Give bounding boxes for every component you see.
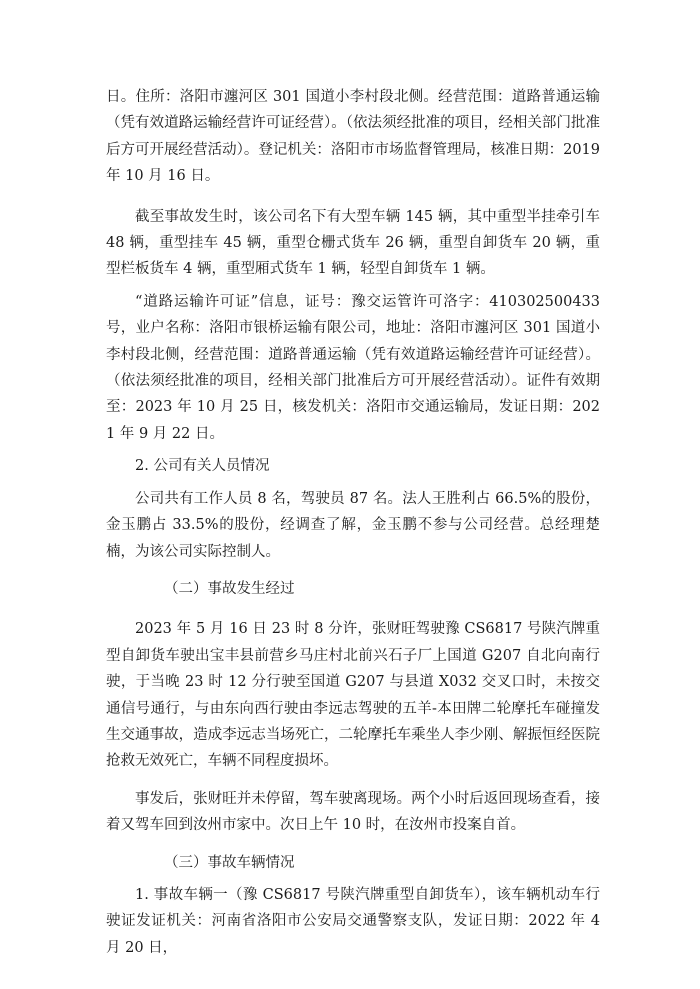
heading-company-personnel: 2. 公司有关人员情况 bbox=[135, 458, 270, 475]
paragraph-personnel: 公司共有工作人员 8 名，驾驶员 87 名。法人王胜利占 66.5%的股份，金玉鹏占 33.5%的股份，经调查了解，金玉鹏不参与公司经营。总经理楚楠，为该公司实际控制人。 bbox=[106, 490, 600, 560]
paragraph-accident-process: 2023 年 5 月 16 日 23 时 8 分许，张财旺驾驶豫 CS6817 号陕汽牌重型自卸货车驶出宝丰县前营乡马庄村北前兴石子厂上国道 G207 自北向南行驶，于当晚 23 时 12 分行驶至国道 G207 与县道 X032 交叉口时，未按交通信号通行，与由东向西行驶由李远志驾驶的五羊-本田牌二轮摩托车碰撞发生交通事故，造成李远志当场死亡，二轮摩托车乘坐人李少刚、解振恒经医院抢救无效死亡，车辆不同程度损坏。 bbox=[106, 621, 600, 770]
paragraph-transport-permit: “道路运输许可证”信息，证号：豫交运管许可洛字：410302500433 号，业户名称：洛阳市银桥运输有限公司，地址：洛阳市瀍河区 301 国道小李村段北侧，经营范围：道路普通运输（凭有效道路运输经营许可证经营）。（依法须经批准的项目，经相关部门批准后方可开展经营活动）。证件有效期至：2023 年 10 月 25 日，核发机关：洛阳市交通运输局，发证日期：2021 年 9 月 22 日。 bbox=[106, 293, 600, 442]
paragraph-vehicle-count: 截至事故发生时，该公司名下有大型车辆 145 辆，其中重型半挂牵引车 48 辆，重型挂车 45 辆，重型仓栅式货车 26 辆，重型自卸货车 20 辆，重型栏板货车 4 辆，重型厢式货车 1 辆，轻型自卸货车 1 辆。 bbox=[106, 208, 600, 278]
heading-accident-vehicles: （三）事故车辆情况 bbox=[164, 854, 295, 871]
heading-accident-process: （二）事故发生经过 bbox=[164, 580, 295, 597]
paragraph-registration-continued: 日。住所：洛阳市瀍河区 301 国道小李村段北侧。经营范围：道路普通运输（凭有效道路运输经营许可证经营）。（依法须经批准的项目，经相关部门批准后方可开展经营活动）。登记机关：洛阳市市场监督管理局，核准日期：2019 年 10 月 16 日。 bbox=[106, 89, 600, 185]
document-page bbox=[106, 84, 600, 961]
paragraph-vehicle-one: 1. 事故车辆一（豫 CS6817 号陕汽牌重型自卸货车），该车辆机动车行驶证发证机关：河南省洛阳市公安局交通警察支队，发证日期：2022 年 4 月 20 日， bbox=[106, 886, 600, 956]
paragraph-after-accident: 事发后，张财旺并未停留，驾车驶离现场。两个小时后返回现场查看，接着又驾车回到汝州市家中。次日上午 10 时，在汝州市投案自首。 bbox=[106, 790, 600, 834]
